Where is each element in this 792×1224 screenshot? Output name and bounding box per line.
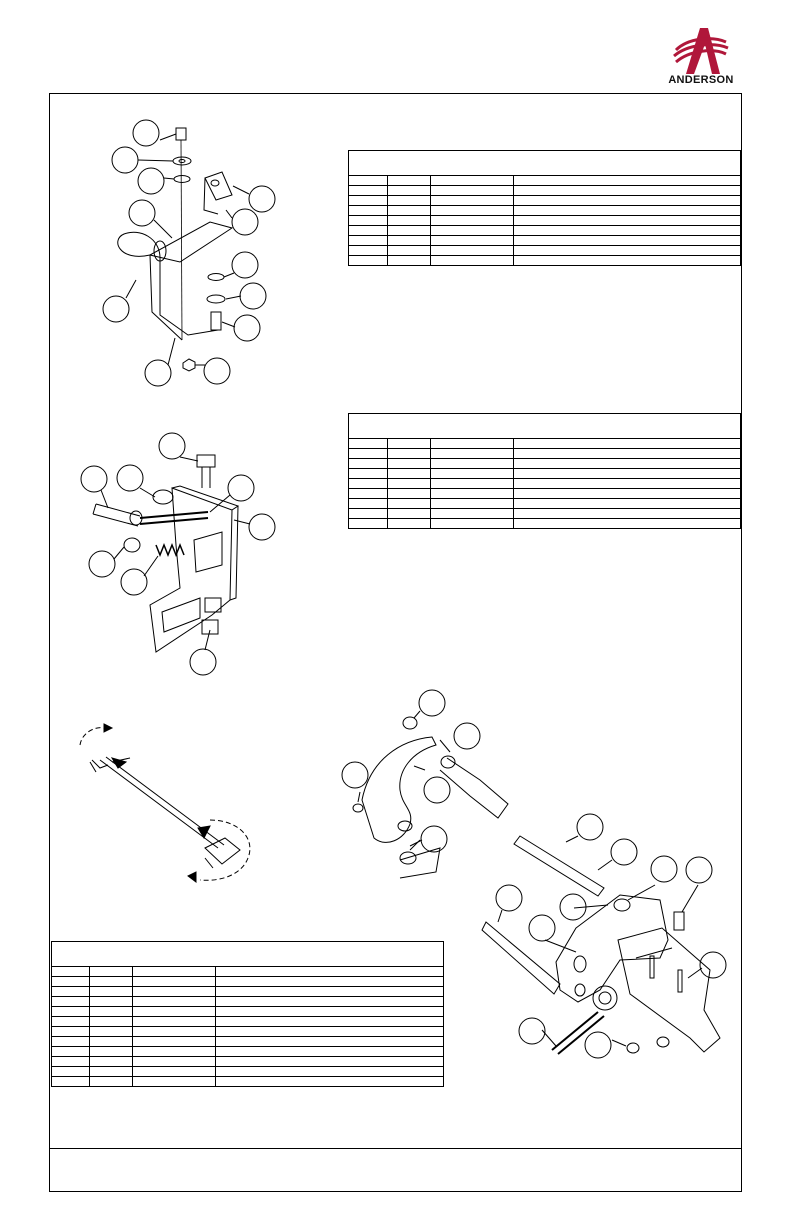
callout-circle [496,885,522,911]
rod-overview-drawing [80,724,250,882]
callout-circle [232,252,258,278]
callout-circle [529,915,555,941]
callout-circle [421,826,447,852]
callout-circle [342,762,368,788]
callout-circle [81,466,107,492]
callout-circle [249,186,275,212]
callout-circle [519,1018,545,1044]
callout-circle [686,857,712,883]
callout-circle [112,147,138,173]
callout-circle [121,569,147,595]
callout-circle [424,777,450,803]
callout-circle [133,120,159,146]
callout-circle [145,360,171,386]
callout-circle [454,723,480,749]
callout-circle [159,433,185,459]
callout-circle [190,649,216,675]
callout-circle [204,358,230,384]
callout-circle [419,690,445,716]
brand-name: ANDERSON [668,74,734,86]
callout-circle [577,814,603,840]
callout-circle [232,209,258,235]
plate-assembly-drawing [342,690,726,1058]
callout-circle [651,856,677,882]
callout-circle [103,296,129,322]
callout-circle [611,839,637,865]
spring-assembly-drawing [81,433,275,675]
bracket-assembly-drawing [103,120,275,386]
callout-circle [138,168,164,194]
callout-circle [129,200,155,226]
callout-circle [234,315,260,341]
callout-circle [89,551,115,577]
callout-circle [249,514,275,540]
callout-circle [240,283,266,309]
callout-circle [228,475,254,501]
callout-circle [585,1032,611,1058]
callout-circle [117,465,143,491]
